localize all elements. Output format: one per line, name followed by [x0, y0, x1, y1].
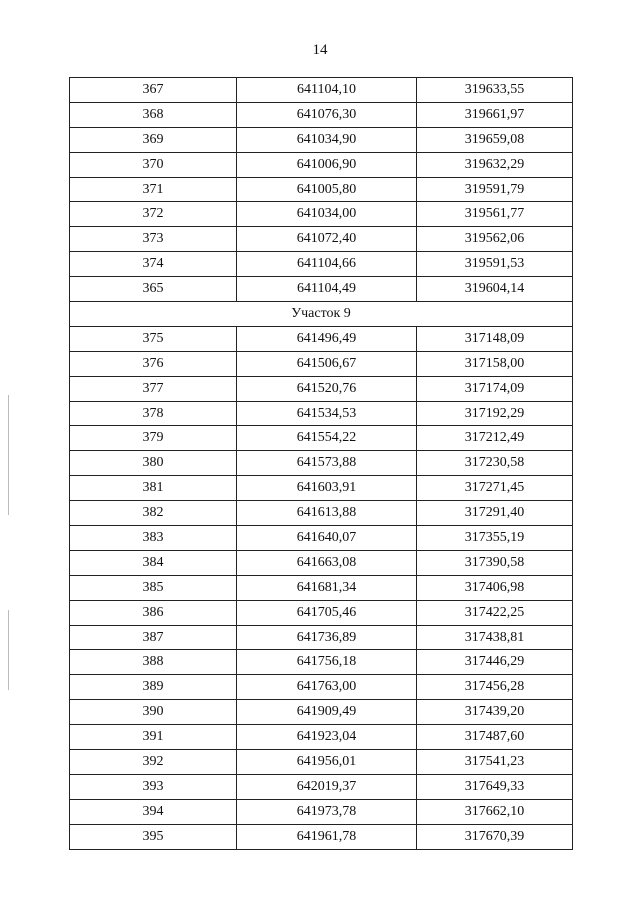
x-coordinate-cell: 641923,04 [237, 725, 417, 750]
y-coordinate-cell: 317670,39 [417, 824, 573, 849]
point-number-cell: 387 [70, 625, 237, 650]
y-coordinate-cell: 319591,79 [417, 177, 573, 202]
y-coordinate-cell: 319632,29 [417, 152, 573, 177]
table-row [70, 476, 573, 501]
scan-artifact-line [8, 395, 9, 515]
point-number-cell: 368 [70, 102, 237, 127]
y-coordinate-cell: 317174,09 [417, 376, 573, 401]
x-coordinate-cell: 641005,80 [237, 177, 417, 202]
point-number-cell: 382 [70, 501, 237, 526]
x-coordinate-cell: 641909,49 [237, 700, 417, 725]
x-coordinate-cell: 641705,46 [237, 600, 417, 625]
point-number-cell: 377 [70, 376, 237, 401]
y-coordinate-cell: 317649,33 [417, 774, 573, 799]
x-coordinate-cell: 641736,89 [237, 625, 417, 650]
table-row [70, 102, 573, 127]
table-row [70, 675, 573, 700]
y-coordinate-cell: 317406,98 [417, 575, 573, 600]
x-coordinate-cell: 641554,22 [237, 426, 417, 451]
x-coordinate-cell: 641534,53 [237, 401, 417, 426]
point-number-cell: 381 [70, 476, 237, 501]
table-row [70, 824, 573, 849]
table-row [70, 127, 573, 152]
table-row [70, 227, 573, 252]
x-coordinate-cell: 641961,78 [237, 824, 417, 849]
point-number-cell: 393 [70, 774, 237, 799]
table-row [70, 650, 573, 675]
x-coordinate-cell: 641104,10 [237, 78, 417, 103]
y-coordinate-cell: 317158,00 [417, 351, 573, 376]
x-coordinate-cell: 641506,67 [237, 351, 417, 376]
point-number-cell: 390 [70, 700, 237, 725]
point-number-cell: 372 [70, 202, 237, 227]
point-number-cell: 391 [70, 725, 237, 750]
table-row [70, 202, 573, 227]
y-coordinate-cell: 317456,28 [417, 675, 573, 700]
point-number-cell: 371 [70, 177, 237, 202]
section-header-row [70, 302, 573, 327]
x-coordinate-cell: 641681,34 [237, 575, 417, 600]
coordinates-table-body-after [70, 326, 573, 849]
table-row [70, 799, 573, 824]
table-row [70, 152, 573, 177]
table-row [70, 750, 573, 775]
point-number-cell: 385 [70, 575, 237, 600]
y-coordinate-cell: 317212,49 [417, 426, 573, 451]
x-coordinate-cell: 641756,18 [237, 650, 417, 675]
x-coordinate-cell: 641034,90 [237, 127, 417, 152]
x-coordinate-cell: 641603,91 [237, 476, 417, 501]
table-row [70, 451, 573, 476]
y-coordinate-cell: 319562,06 [417, 227, 573, 252]
table-row [70, 774, 573, 799]
x-coordinate-cell: 641072,40 [237, 227, 417, 252]
table-row [70, 501, 573, 526]
section-title: Участок 9 [70, 302, 573, 327]
y-coordinate-cell: 317192,29 [417, 401, 573, 426]
table-row [70, 252, 573, 277]
y-coordinate-cell: 319561,77 [417, 202, 573, 227]
y-coordinate-cell: 317439,20 [417, 700, 573, 725]
table-row [70, 550, 573, 575]
x-coordinate-cell: 641104,66 [237, 252, 417, 277]
y-coordinate-cell: 319591,53 [417, 252, 573, 277]
coordinates-table-body-before [70, 78, 573, 302]
point-number-cell: 373 [70, 227, 237, 252]
y-coordinate-cell: 317422,25 [417, 600, 573, 625]
table-row [70, 575, 573, 600]
x-coordinate-cell: 641573,88 [237, 451, 417, 476]
table-row [70, 625, 573, 650]
point-number-cell: 375 [70, 326, 237, 351]
y-coordinate-cell: 319661,97 [417, 102, 573, 127]
y-coordinate-cell: 317438,81 [417, 625, 573, 650]
point-number-cell: 384 [70, 550, 237, 575]
point-number-cell: 365 [70, 277, 237, 302]
x-coordinate-cell: 642019,37 [237, 774, 417, 799]
table-row [70, 526, 573, 551]
x-coordinate-cell: 641640,07 [237, 526, 417, 551]
y-coordinate-cell: 317662,10 [417, 799, 573, 824]
y-coordinate-cell: 317291,40 [417, 501, 573, 526]
x-coordinate-cell: 641973,78 [237, 799, 417, 824]
point-number-cell: 369 [70, 127, 237, 152]
point-number-cell: 380 [70, 451, 237, 476]
x-coordinate-cell: 641104,49 [237, 277, 417, 302]
table-row [70, 600, 573, 625]
point-number-cell: 370 [70, 152, 237, 177]
table-row [70, 78, 573, 103]
x-coordinate-cell: 641956,01 [237, 750, 417, 775]
table-row [70, 351, 573, 376]
point-number-cell: 378 [70, 401, 237, 426]
table-row [70, 376, 573, 401]
point-number-cell: 389 [70, 675, 237, 700]
point-number-cell: 374 [70, 252, 237, 277]
point-number-cell: 395 [70, 824, 237, 849]
y-coordinate-cell: 317230,58 [417, 451, 573, 476]
y-coordinate-cell: 317148,09 [417, 326, 573, 351]
y-coordinate-cell: 317355,19 [417, 526, 573, 551]
point-number-cell: 386 [70, 600, 237, 625]
table-row [70, 725, 573, 750]
scan-artifact-line [8, 610, 9, 690]
x-coordinate-cell: 641496,49 [237, 326, 417, 351]
point-number-cell: 379 [70, 426, 237, 451]
table-row [70, 177, 573, 202]
y-coordinate-cell: 317541,23 [417, 750, 573, 775]
table-row [70, 700, 573, 725]
point-number-cell: 388 [70, 650, 237, 675]
y-coordinate-cell: 319633,55 [417, 78, 573, 103]
section-header-group [70, 302, 573, 327]
y-coordinate-cell: 319659,08 [417, 127, 573, 152]
table-row [70, 426, 573, 451]
coordinates-table [69, 77, 573, 850]
x-coordinate-cell: 641076,30 [237, 102, 417, 127]
y-coordinate-cell: 317487,60 [417, 725, 573, 750]
y-coordinate-cell: 317390,58 [417, 550, 573, 575]
x-coordinate-cell: 641763,00 [237, 675, 417, 700]
x-coordinate-cell: 641663,08 [237, 550, 417, 575]
point-number-cell: 383 [70, 526, 237, 551]
y-coordinate-cell: 317271,45 [417, 476, 573, 501]
point-number-cell: 367 [70, 78, 237, 103]
x-coordinate-cell: 641034,00 [237, 202, 417, 227]
x-coordinate-cell: 641006,90 [237, 152, 417, 177]
table-row [70, 277, 573, 302]
y-coordinate-cell: 317446,29 [417, 650, 573, 675]
table-row [70, 326, 573, 351]
y-coordinate-cell: 319604,14 [417, 277, 573, 302]
x-coordinate-cell: 641613,88 [237, 501, 417, 526]
point-number-cell: 392 [70, 750, 237, 775]
x-coordinate-cell: 641520,76 [237, 376, 417, 401]
page-number: 14 [312, 42, 328, 58]
point-number-cell: 394 [70, 799, 237, 824]
table-row [70, 401, 573, 426]
point-number-cell: 376 [70, 351, 237, 376]
